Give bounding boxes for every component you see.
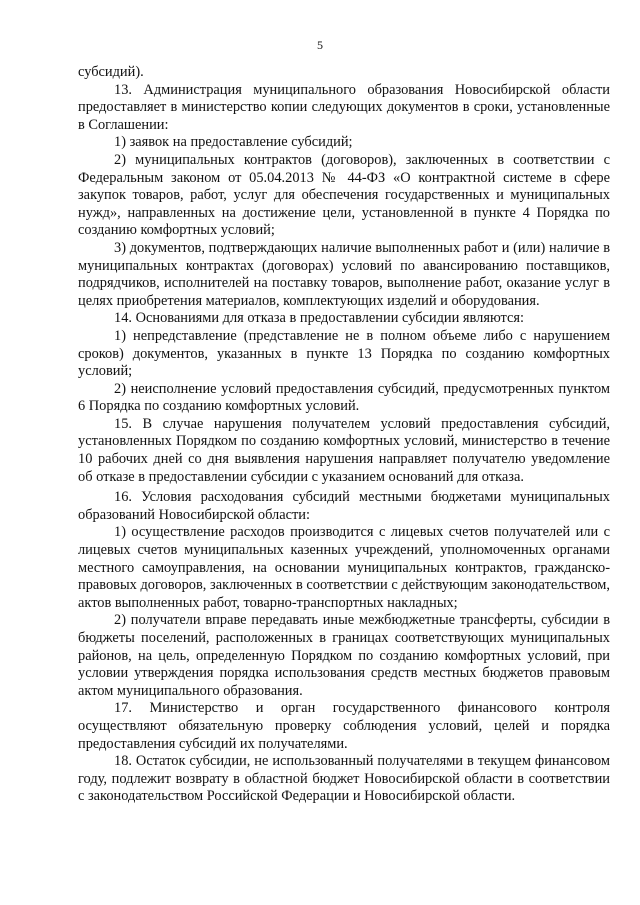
list-item: 3) документов, подтверждающих наличие выполненных работ и (или) наличие в муниципальных контрактах (договорах) условий по авансированию поставщиков, подрядчиков, исполнителей на поставку товаров, выполнение работ, оказание услуг в целях приобретения материалов, комплектующих изделий и оборудования.: [78, 239, 610, 309]
list-item: 1) заявок на предоставление субсидий;: [114, 134, 353, 151]
list-item: 2) неисполнение условий предоставления субсидий, предусмотренных пунктом 6 Порядка по созданию комфортных условий.: [78, 380, 610, 415]
paragraph: 15. В случае нарушения получателем условий предоставления субсидий, установленных Порядком по созданию комфортных условий, министерство в течение 10 рабочих дней со дня выявления нарушения направляет получателю уведомление об отказе в предоставлении субсидии с указанием оснований для отказа.: [78, 415, 610, 485]
page-number: 5: [317, 38, 323, 52]
paragraph: субсидий).: [78, 64, 144, 80]
list-item: 1) непредставление (представление не в полном объеме либо с нарушением сроков) документов, указанных в пункте 13 Порядка по созданию комфортных условий;: [78, 327, 610, 380]
paragraph: 17. Министерство и орган государственного финансового контроля осуществляют обязательную проверку соблюдения условий, целей и порядка предоставления субсидий их получателями.: [78, 700, 610, 752]
paragraph: 14. Основаниями для отказа в предоставлении субсидии являются:: [114, 310, 524, 327]
list-item: 2) муниципальных контрактов (договоров), заключенных в соответствии с Федеральным законом от 05.04.2013 № 44-ФЗ «О контрактной системе в сфере закупок товаров, работ, услуг для обеспечения государственных и муниципальных нужд», направленных на достижение цели, установленной в пункте 4 Порядка по созданию комфортных условий;: [78, 151, 610, 239]
document-body: [78, 64, 610, 806]
paragraph: 13. Администрация муниципального образования Новосибирской области предоставляет в министерство копии следующих документов в сроки, установленные в Соглашении:: [78, 81, 610, 133]
paragraph: 18. Остаток субсидии, не использованный получателями в текущем финансовом году, подлежит возврату в областной бюджет Новосибирской области в соответствии с законодательством Российской Федерации и Новосибирской области.: [78, 753, 610, 805]
list-item: 1) осуществление расходов производится с лицевых счетов получателей или с лицевых счетов муниципальных казенных учреждений, уполномоченных органами местного самоуправления, на основании муниципальных контрактов, гражданско-правовых договоров, заключенных в соответствии с действующим законодательством, актов выполненных работ, товарно-транспортных накладных;: [78, 524, 610, 611]
paragraph: 16. Условия расходования субсидий местными бюджетами муниципальных образований Новосибирской области:: [78, 489, 610, 523]
list-item: 2) получатели вправе передавать иные межбюджетные трансферты, субсидии в бюджеты поселений, расположенных в границах соответствующих муниципальных районов, на цель, определенную Порядком по созданию комфортных условий, при условии утверждения порядка использования средств местных бюджетов правовым актом муниципального образования.: [78, 612, 610, 699]
